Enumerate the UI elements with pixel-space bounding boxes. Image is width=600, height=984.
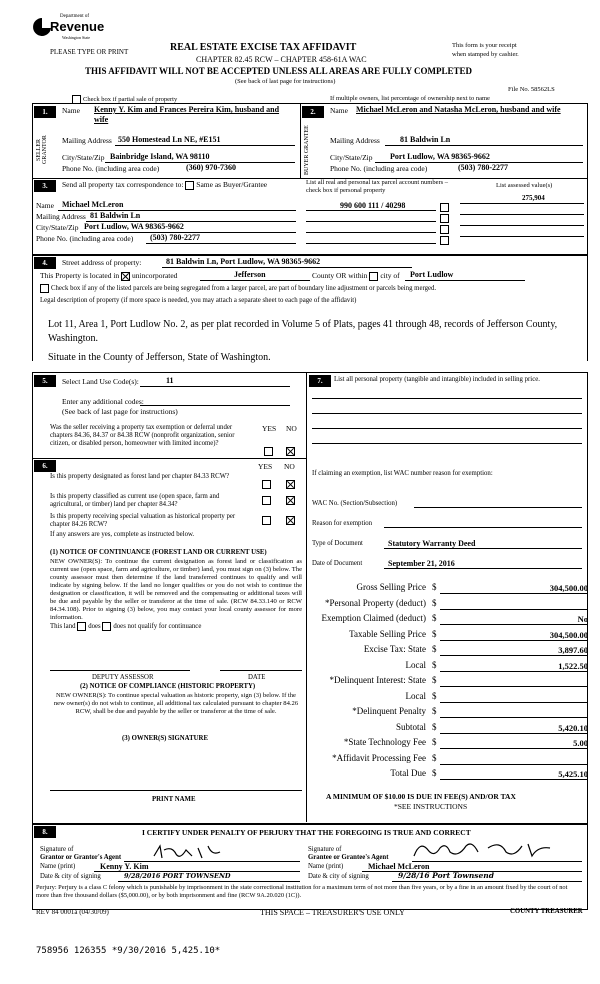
personal-prop-checkbox-2[interactable] — [440, 214, 449, 223]
fee-label: Local — [405, 659, 426, 670]
current-use-no[interactable] — [286, 496, 295, 505]
seller-mailing: 550 Homestead Ln NE, #E151 — [118, 135, 221, 144]
see-instructions: *SEE INSTRUCTIONS — [394, 802, 468, 811]
historic-no[interactable] — [286, 516, 295, 525]
wa-logo-icon — [32, 16, 52, 38]
grantee-date-city: 9/28/16 Port Townsend — [398, 871, 494, 880]
section-4: 4. — [34, 257, 56, 269]
current-use-yes[interactable] — [262, 496, 271, 505]
buyer-mailing: 81 Baldwin Ln — [400, 135, 451, 144]
fee-value — [440, 692, 588, 703]
fee-label: Local — [405, 690, 426, 701]
fee-value: 1,522.50 — [440, 661, 588, 672]
grantee-signature — [410, 838, 560, 860]
type-or-print: PLEASE TYPE OR PRINT — [50, 48, 129, 56]
fee-label: *Delinquent Interest: State — [329, 675, 426, 685]
footer-stamp: 758956 126355 *9/30/2016 5,425.10* — [36, 946, 221, 956]
fee-label: *Delinquent Penalty — [352, 706, 426, 716]
fee-value — [440, 599, 588, 610]
fee-label: Taxable Selling Price — [349, 628, 426, 639]
city: Port Ludlow — [410, 270, 454, 279]
fee-value: 304,500.00 — [440, 630, 588, 641]
grantor-signature — [150, 842, 230, 862]
fee-label: *Affidavit Processing Fee — [332, 752, 426, 763]
fee-label: *State Technology Fee — [343, 737, 426, 747]
parcel-number: 990 600 111 / 40298 — [340, 201, 406, 210]
fee-dollar: $ — [432, 582, 437, 592]
city-checkbox[interactable] — [369, 272, 378, 281]
warning: THIS AFFIDAVIT WILL NOT BE ACCEPTED UNLESS ALL AREAS ARE FULLY COMPLETED — [85, 66, 473, 76]
fee-dollar: $ — [432, 597, 437, 608]
receipt-note-2: when stamped by cashier. — [452, 51, 519, 58]
fee-dollar: $ — [432, 752, 437, 763]
treasurer-space: THIS SPACE – TREASURER'S USE ONLY — [260, 908, 405, 917]
exempt-yes[interactable] — [264, 447, 273, 456]
located-in: This Property is located in unincorporated — [40, 271, 178, 280]
exempt-no[interactable] — [286, 447, 295, 456]
section-7: 7. — [309, 375, 331, 387]
file-no: File No. 58562LS — [508, 86, 555, 93]
does-not-qualify[interactable] — [102, 622, 111, 631]
section-3: 3. — [34, 180, 56, 192]
fee-dollar: $ — [432, 628, 437, 639]
fee-dollar: $ — [432, 768, 437, 778]
corr-phone: (503) 780-2277 — [150, 233, 200, 242]
fee-dollar: $ — [432, 659, 437, 670]
form-number: REV 84 0001a (04/30/09) — [36, 908, 109, 916]
buyer-side-label: BUYER GRANTEE — [304, 125, 310, 175]
historic-yes[interactable] — [262, 516, 271, 525]
fee-dollar: $ — [432, 690, 437, 701]
fee-dollar: $ — [432, 706, 437, 716]
doc-date: September 21, 2016 — [388, 559, 455, 568]
fee-label: *Personal Property (deduct) — [325, 597, 426, 608]
buyer-name: Michael McLeron and Natasha McLeron, husband and wife — [356, 105, 561, 114]
county: Jefferson — [234, 270, 266, 279]
section-8: 8. — [34, 826, 56, 838]
fee-value: 5,425.10 — [440, 769, 588, 780]
corr-name: Michael McLeron — [62, 200, 124, 209]
fee-label: Exemption Claimed (deduct) — [321, 613, 426, 623]
assessed-value: 275,904 — [522, 194, 545, 202]
personal-prop-checkbox-4[interactable] — [440, 236, 449, 245]
certify: I CERTIFY UNDER PENALTY OF PERJURY THAT THE FOREGOING IS TRUE AND CORRECT — [142, 828, 471, 837]
fee-label: Total Due — [390, 768, 426, 778]
seller-name: Kenny Y. Kim and Frances Pereira Kim, husband and wife — [94, 105, 280, 124]
forest-yes[interactable] — [262, 480, 271, 489]
fee-value — [440, 707, 588, 718]
doc-type: Statutory Warranty Deed — [388, 539, 476, 548]
partial-sale[interactable]: Check box if partial sale of property — [72, 95, 177, 104]
forest-no[interactable] — [286, 480, 295, 489]
does-qualify[interactable] — [77, 622, 86, 631]
revenue-logo: Department of Revenue Washington State — [32, 14, 102, 40]
section-1: 1. — [34, 106, 56, 118]
seller-city: Bainbridge Island, WA 98110 — [110, 152, 210, 161]
minimum-due: A MINIMUM OF $10.00 IS DUE IN FEE(S) AND/OR TAX — [326, 792, 516, 801]
buyer-phone: (503) 780-2277 — [458, 163, 508, 172]
same-as-checkbox[interactable] — [185, 181, 194, 190]
notice-compliance: NEW OWNER(S): To continue special valuation as historic property, sign (3) below. If the new owner(s) do not wish to continue, all additional tax calculated pursuant to chapter 84.26 RCW, shall be due and payable by the seller or transferor at the time of sale. — [53, 692, 299, 715]
fee-label: Gross Selling Price — [356, 582, 426, 592]
segregated: Check box if any of the listed parcels are being segregated from a larger parcel, are part of boundary line adjustment or parcels being merged. — [40, 284, 436, 293]
fee-dollar: $ — [432, 721, 437, 732]
chapter: CHAPTER 82.45 RCW – CHAPTER 458-61A WAC — [196, 55, 367, 64]
legal-label: Legal description of property (if more space is needed, you may attach a separate sheet to each page of the affidavit) — [40, 297, 357, 304]
legal-situate: Situate in the County of Jefferson, State of Washington. — [48, 352, 271, 363]
section-2: 2. — [302, 106, 324, 118]
personal-prop-checkbox-3[interactable] — [440, 225, 449, 234]
fee-value: 5,420.10 — [440, 723, 588, 734]
fee-dollar: $ — [432, 737, 437, 747]
see-back: (See back of last page for instructions) — [235, 78, 336, 85]
fee-dollar: $ — [432, 675, 437, 685]
perjury-notice: Perjury: Perjury is a class C felony which is punishable by imprisonment in the state correctional institution for a maximum term of not more than five years, or by a fine in an amount fixed by the court of not more than five thousand dollars ($5,000.00), or by both imprisonment and fine (RCW 9A.20.020 (1C)). — [36, 884, 568, 899]
county-treasurer: COUNTY TREASURER — [510, 908, 583, 915]
fee-value: No — [440, 614, 588, 625]
fee-value: 5.00 — [440, 738, 588, 749]
exempt-question: Was the seller receiving a property tax exemption or deferral under chapters 84.36, 84.37 or 84.38 RCW (nonprofit organization, senior citizen, or disabled person, homeowner with limited income)? — [50, 424, 235, 447]
grantor-print-name: Kenny Y. Kim — [100, 862, 149, 871]
receipt-note-1: This form is your receipt — [452, 42, 517, 49]
form-title: REAL ESTATE EXCISE TAX AFFIDAVIT — [170, 42, 357, 53]
street-address: 81 Baldwin Ln, Port Ludlow, WA 98365-9662 — [166, 257, 321, 266]
corr-city: Port Ludlow, WA 98365-9662 — [84, 222, 184, 231]
segregated-checkbox[interactable] — [40, 284, 49, 293]
corr-mailing: 81 Baldwin Ln — [90, 211, 141, 220]
seller-side-label: SELLER GRANTOR — [36, 135, 48, 165]
legal-description: Lot 11, Area 1, Port Ludlow No. 2, as per plat recorded in Volume 5 of Plats, pages 41 through 48, records of Jefferson County, Washington. — [48, 319, 558, 344]
fee-label: Excise Tax: State — [363, 644, 426, 654]
assessed-header: List assessed value(s) — [496, 182, 553, 189]
grantor-date-city: 9/28/2016 PORT TOWNSEND — [124, 872, 231, 880]
section-6: 6. — [34, 460, 56, 472]
section-5: 5. — [34, 375, 56, 387]
fee-value — [440, 676, 588, 687]
land-use-code: 11 — [166, 376, 174, 385]
grantee-print-name: Michael McLeron — [368, 862, 430, 871]
unincorporated-checkbox[interactable] — [121, 272, 130, 281]
fee-dollar: $ — [432, 613, 437, 623]
fee-value — [440, 754, 588, 765]
personal-prop-checkbox-1[interactable] — [440, 203, 449, 212]
fee-value: 3,897.60 — [440, 645, 588, 656]
fee-label: Subtotal — [395, 721, 426, 732]
fee-value: 304,500.00 — [440, 583, 588, 594]
seller-phone: (360) 970-7360 — [186, 163, 236, 172]
fee-dollar: $ — [432, 644, 437, 654]
multiple-owners: If multiple owners, list percentage of ownership next to name — [330, 95, 490, 102]
parcel-header: List all real and personal tax parcel account numbers – check box if personal property — [306, 179, 449, 194]
buyer-city: Port Ludlow, WA 98365-9662 — [390, 152, 490, 161]
notice-continuance: NEW OWNER(S): To continue the current designation as forest land or classification as current use (open space, farm and agriculture, or timber) land, you must sign on (3) below. The county assessor must then determine if the land transferred continues to qualify and will indicate by signing below. If the land no longer qualifies or you do not wish to continue the designation or classification, it will be removed and the compensating or additional taxes will be due and payable by the seller or transferor at the time of sale. (RCW 84.33.140 or RCW 84.34.108). Prior to signing (3) below, you may contact your local county assessor for more information. — [50, 558, 302, 621]
